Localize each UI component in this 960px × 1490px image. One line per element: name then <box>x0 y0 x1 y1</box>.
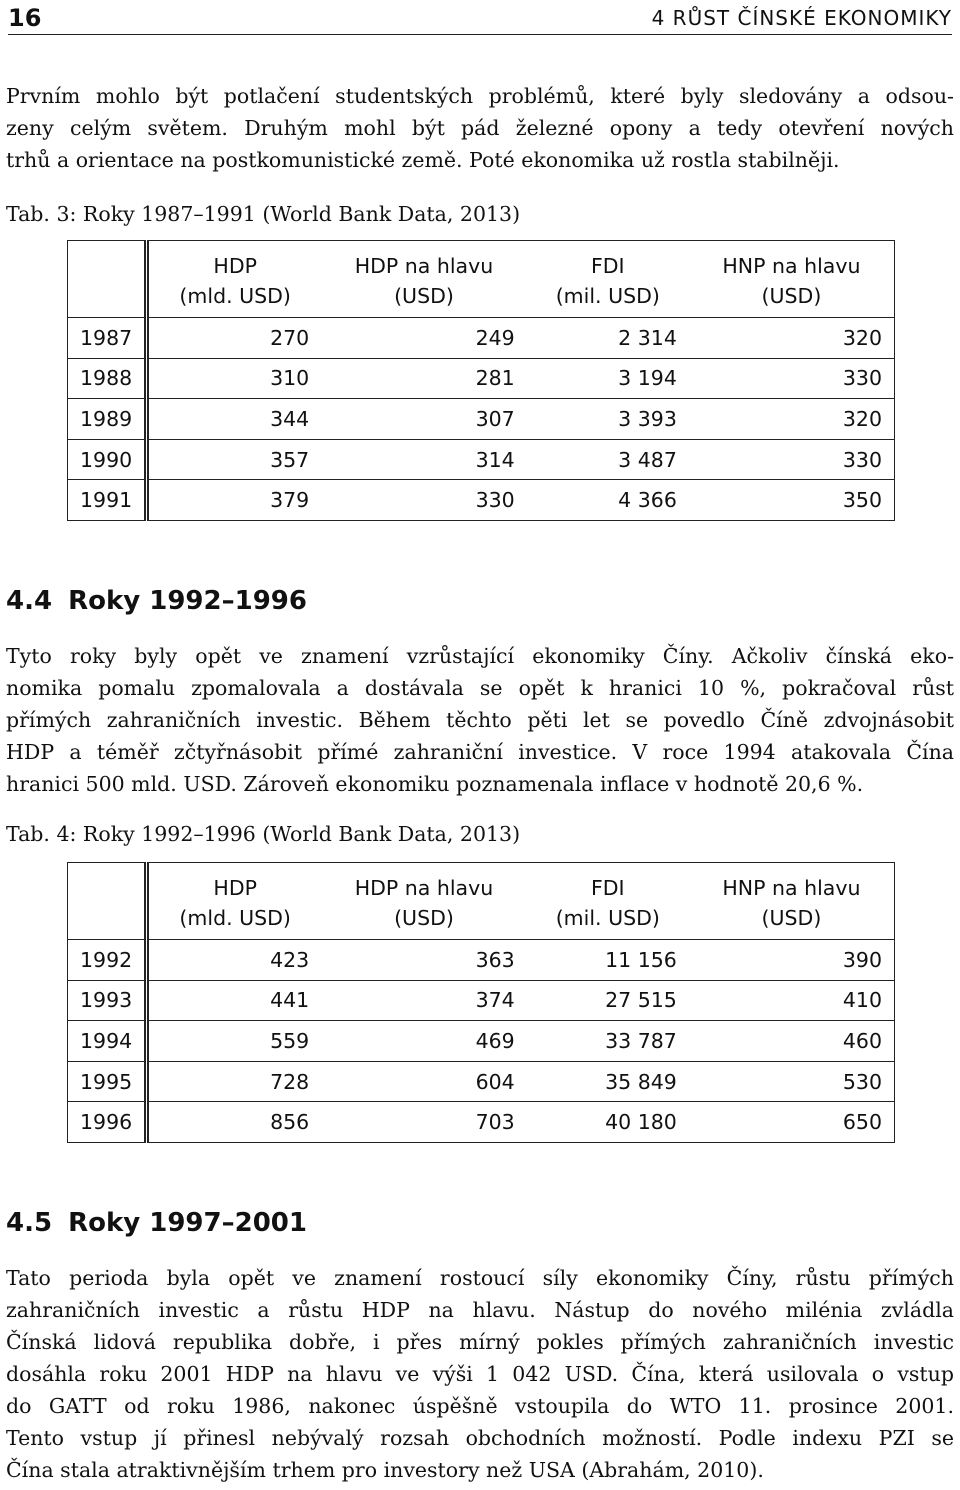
value-cell: 856 <box>147 1102 322 1143</box>
text-line: do GATT od roku 1986, nakonec úspěšně vstoupila do WTO 11. prosince 2001. <box>6 1394 954 1418</box>
text-line: Čínská lidová republika dobře, i přes mírný pokles přímých zahraničních investic <box>6 1330 954 1354</box>
section-title: Roky 1997–2001 <box>68 1208 307 1238</box>
value-cell: 374 <box>321 980 527 1021</box>
value-cell: 314 <box>321 439 527 480</box>
year-cell: 1989 <box>68 399 147 440</box>
text-line: Čína stala atraktivnějším trhem pro investory než USA (Abrahám, 2010). <box>6 1458 764 1482</box>
intro-paragraph <box>6 80 954 176</box>
table-row <box>68 439 895 480</box>
value-cell: 320 <box>689 399 895 440</box>
value-cell: 3 487 <box>527 439 689 480</box>
table-row <box>68 318 895 359</box>
value-cell: 344 <box>147 399 322 440</box>
table-row <box>68 399 895 440</box>
year-cell: 1995 <box>68 1061 147 1102</box>
year-cell: 1990 <box>68 439 147 480</box>
page-header <box>8 4 952 36</box>
text-line: Tato perioda byla opět ve znamení rostoucí síly ekonomiky Číny, růstu přímých <box>6 1266 954 1290</box>
section-title: Roky 1992–1996 <box>68 586 307 616</box>
section-number: 4.5 <box>6 1208 53 1238</box>
table-row <box>68 980 895 1021</box>
value-cell: 469 <box>321 1021 527 1062</box>
table-corner-cell <box>68 241 147 318</box>
text-line: trhů a orientace na postkomunistické země. Poté ekonomika už rostla stabilněji. <box>6 148 840 172</box>
section-number: 4.4 <box>6 586 53 616</box>
column-header: HDP (mld. USD) <box>147 241 322 318</box>
value-cell: 320 <box>689 318 895 359</box>
year-cell: 1996 <box>68 1102 147 1143</box>
data-table-1987-1991 <box>67 240 895 521</box>
year-cell: 1992 <box>68 940 147 981</box>
value-cell: 330 <box>689 439 895 480</box>
section-heading <box>6 1208 307 1238</box>
value-cell: 703 <box>321 1102 527 1143</box>
value-cell: 2 314 <box>527 318 689 359</box>
year-cell: 1994 <box>68 1021 147 1062</box>
value-cell: 357 <box>147 439 322 480</box>
table-row <box>68 358 895 399</box>
year-cell: 1993 <box>68 980 147 1021</box>
value-cell: 310 <box>147 358 322 399</box>
header-rule <box>8 34 952 35</box>
table-row <box>68 1061 895 1102</box>
value-cell: 350 <box>689 480 895 521</box>
text-line: HDP a téměř zčtyřnásobit přímé zahraniční investice. V roce 1994 atakovala Čína <box>6 740 954 764</box>
text-line: Prvním mohlo být potlačení studentských problémů, které byly sledovány a odsou- <box>6 84 954 108</box>
value-cell: 249 <box>321 318 527 359</box>
value-cell: 3 194 <box>527 358 689 399</box>
value-cell: 27 515 <box>527 980 689 1021</box>
table-row <box>68 940 895 981</box>
text-line: zeny celým světem. Druhým mohl být pád železné opony a tedy otevření nových <box>6 116 954 140</box>
column-header: FDI (mil. USD) <box>527 241 689 318</box>
data-table-1992-1996 <box>67 862 895 1143</box>
table-header-row <box>68 863 895 940</box>
value-cell: 604 <box>321 1061 527 1102</box>
value-cell: 4 366 <box>527 480 689 521</box>
value-cell: 330 <box>321 480 527 521</box>
table-row <box>68 1021 895 1062</box>
value-cell: 423 <box>147 940 322 981</box>
text-line: dosáhla roku 2001 HDP na hlavu ve výši 1 042 USD. Čína, která usilovala o vstup <box>6 1362 954 1386</box>
year-cell: 1987 <box>68 318 147 359</box>
table-caption: Tab. 4: Roky 1992–1996 (World Bank Data, 2013) <box>6 822 521 846</box>
value-cell: 650 <box>689 1102 895 1143</box>
table-row <box>68 1102 895 1143</box>
table-caption: Tab. 3: Roky 1987–1991 (World Bank Data, 2013) <box>6 202 521 226</box>
table-corner-cell <box>68 863 147 940</box>
text-line: hranici 500 mld. USD. Zároveň ekonomiku poznamenala inflace v hodnotě 20,6 %. <box>6 772 864 796</box>
value-cell: 410 <box>689 980 895 1021</box>
value-cell: 559 <box>147 1021 322 1062</box>
running-head: 4 RŮST ČÍNSKÉ EKONOMIKY <box>651 6 952 30</box>
column-header: HNP na hlavu (USD) <box>689 241 895 318</box>
text-line: přímých zahraničních investic. Během těchto pěti let se povedlo Číně zdvojnásobit <box>6 708 954 732</box>
text-line: nomika pomalu zpomalovala a dostávala se opět k hranici 10 %, pokračoval růst <box>6 676 954 700</box>
page-number: 16 <box>8 4 42 32</box>
column-header: FDI (mil. USD) <box>527 863 689 940</box>
column-header: HDP na hlavu (USD) <box>321 241 527 318</box>
value-cell: 363 <box>321 940 527 981</box>
table-row <box>68 480 895 521</box>
section-heading <box>6 586 307 616</box>
value-cell: 11 156 <box>527 940 689 981</box>
column-header: HDP na hlavu (USD) <box>321 863 527 940</box>
value-cell: 728 <box>147 1061 322 1102</box>
year-cell: 1988 <box>68 358 147 399</box>
year-cell: 1991 <box>68 480 147 521</box>
table-header-row <box>68 241 895 318</box>
value-cell: 379 <box>147 480 322 521</box>
value-cell: 33 787 <box>527 1021 689 1062</box>
column-header: HNP na hlavu (USD) <box>689 863 895 940</box>
text-line: Tento vstup jí přinesl nebývalý rozsah obchodních možností. Podle indexu PZI se <box>6 1426 954 1450</box>
column-header: HDP (mld. USD) <box>147 863 322 940</box>
value-cell: 460 <box>689 1021 895 1062</box>
value-cell: 307 <box>321 399 527 440</box>
section-paragraph <box>6 1262 954 1486</box>
value-cell: 40 180 <box>527 1102 689 1143</box>
value-cell: 390 <box>689 940 895 981</box>
value-cell: 441 <box>147 980 322 1021</box>
section-paragraph <box>6 640 954 800</box>
value-cell: 3 393 <box>527 399 689 440</box>
value-cell: 281 <box>321 358 527 399</box>
text-line: zahraničních investic a růstu HDP na hlavu. Nástup do nového milénia zvládla <box>6 1298 954 1322</box>
value-cell: 330 <box>689 358 895 399</box>
value-cell: 270 <box>147 318 322 359</box>
value-cell: 530 <box>689 1061 895 1102</box>
value-cell: 35 849 <box>527 1061 689 1102</box>
text-line: Tyto roky byly opět ve znamení vzrůstající ekonomiky Číny. Ačkoliv čínská eko- <box>6 644 954 668</box>
